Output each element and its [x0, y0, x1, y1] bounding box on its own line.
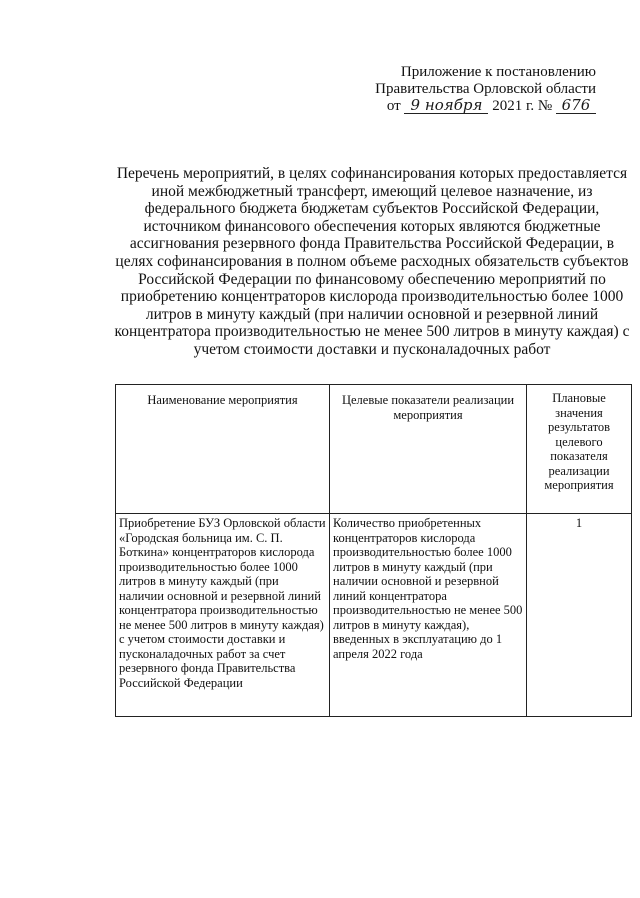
handwritten-number: 676 [556, 98, 596, 114]
document-title: Перечень мероприятий, в целях софинансирования которых предоставляется иной межбюджетный трансферт, имеющий целевое назначение, из федерального бюджета бюджетам субъектов Российской Федерации, источником финансового обеспечения которых являются бюджетные ассигнования резервного фонда Правительства Российской Федерации, в целях софинансирования в полном объеме расходных обязательств субъектов Российской Федерации по финансовому обеспечению мероприятий по приобретению концентраторов кислорода производительностью более 1000 литров в минуту каждый (при наличии основной и резервной линий концентратора производительностью не менее 500 литров в минуту каждая) с учетом стоимости доставки и пусконаладочных работ [114, 165, 630, 358]
cell-event: Приобретение БУЗ Орловской области «Городская больница им. С. П. Боткина» концентраторов кислорода производительностью более 1000 литров в минуту каждый (при наличии основной и резервной линий концентратора производительностью не менее 500 литров в минуту каждая) с учетом стоимости доставки и пусконаладочных работ за счет резервного фонда Правительства Российской Федерации [116, 514, 330, 717]
annex-date-line [360, 98, 596, 115]
annex-line-1: Приложение к постановлению [400, 64, 596, 80]
header-planned-values: Плановые значения результатов целевого показателя реализации мероприятия [527, 385, 632, 514]
events-table [115, 384, 632, 717]
cell-indicator: Количество приобретенных концентраторов кислорода производительностью более 1000 литров в минуту каждый (при наличии основной и резервной линий концентратора производительностью не менее 500 литров в минуту каждая), введенных в эксплуатацию до 1 апреля 2022 года [330, 514, 527, 717]
date-year: 2021 г. № [492, 98, 553, 114]
header-event-name: Наименование мероприятия [116, 385, 330, 514]
table-header-row [116, 385, 632, 514]
annex-header [360, 64, 596, 115]
annex-line-2: Правительства Орловской области [375, 81, 596, 97]
table-row [116, 514, 632, 717]
handwritten-date: 9 ноября [404, 98, 488, 114]
header-target-indicators: Целевые показатели реализации мероприятия [330, 385, 527, 514]
date-prefix: от [386, 98, 401, 114]
cell-planned-value: 1 [527, 514, 632, 717]
